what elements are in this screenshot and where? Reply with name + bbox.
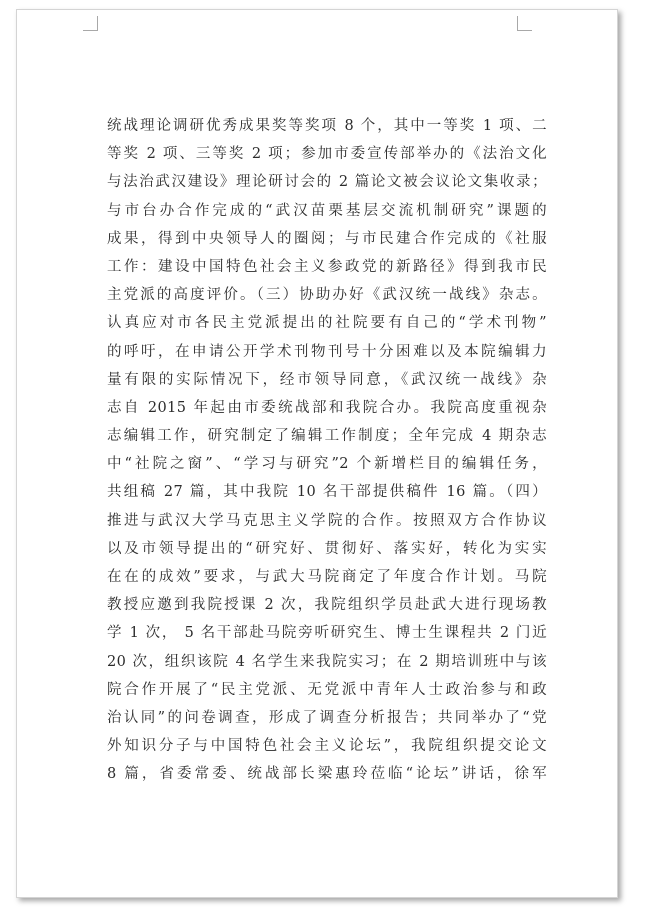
text-line: 等奖 2 项、三等奖 2 项；参加市委宣传部举办的《法治文化 — [107, 146, 547, 163]
text-line: 8 篇，省委常委、统战部长梁惠玲莅临“论坛”讲话，徐军 — [107, 766, 547, 783]
text-line: 外知识分子与中国特色社会主义论坛”，我院组织提交论文 — [107, 738, 547, 755]
text-line: 在在的成效”要求，与武大马院商定了年度合作计划。马院 — [107, 569, 547, 585]
document-page — [16, 9, 618, 898]
body-paragraph — [107, 112, 547, 789]
text-line: 志编辑工作，研究制定了编辑工作制度；全年完成 4 期杂志 — [107, 428, 547, 445]
text-line: 中“社院之窗”、“学习与研究”2 个新增栏目的编辑任务， — [107, 456, 547, 473]
text-line: 院合作开展了“民主党派、无党派中青年人士政治参与和政 — [107, 681, 547, 698]
text-line: 与法治武汉建设》理论研讨会的 2 篇论文被会议论文集收录； — [107, 174, 547, 191]
crop-mark-top-left — [83, 16, 98, 31]
text-line: 量有限的实际情况下，经市领导同意，《武汉统一战线》杂 — [107, 371, 547, 388]
text-line: 学 1 次， 5 名干部赴马院旁听研究生、博士生课程共 2 门近 — [107, 625, 547, 642]
text-line: 主党派的高度评价。（三）协助办好《武汉统一战线》杂志。 — [107, 287, 547, 304]
text-line: 教授应邀到我院授课 2 次，我院组织学员赴武大进行现场教 — [107, 597, 547, 614]
text-line: 与市台办合作完成的“武汉苗栗基层交流机制研究”课题的 — [107, 202, 547, 219]
text-line: 推进与武汉大学马克思主义学院的合作。按照双方合作协议 — [107, 512, 547, 529]
text-line: 认真应对市各民主党派提出的社院要有自己的“学术刊物” — [107, 315, 547, 332]
text-line: 治认同”的问卷调查，形成了调查分析报告；共同举办了“党 — [107, 709, 547, 726]
text-line: 以及市领导提出的“研究好、贯彻好、落实好，转化为实实 — [107, 540, 547, 557]
crop-mark-top-right — [517, 16, 532, 31]
text-line: 的呼吁，在申请公开学术刊物刊号十分困难以及本院编辑力 — [107, 343, 547, 360]
text-line: 工作：建设中国特色社会主义参政党的新路径》得到我市民 — [107, 258, 547, 275]
text-line: 志自 2015 年起由市委统战部和我院合办。我院高度重视杂 — [107, 399, 547, 416]
text-line: 统战理论调研优秀成果奖等奖项 8 个，其中一等奖 1 项、二 — [107, 118, 547, 134]
text-line: 成果，得到中央领导人的圈阅；与市民建合作完成的《社服 — [107, 230, 547, 247]
text-line: 共组稿 27 篇，其中我院 10 名干部提供稿件 16 篇。（四） — [107, 484, 547, 501]
text-line: 20 次，组织该院 4 名学生来我院实习；在 2 期培训班中与该 — [107, 653, 547, 670]
